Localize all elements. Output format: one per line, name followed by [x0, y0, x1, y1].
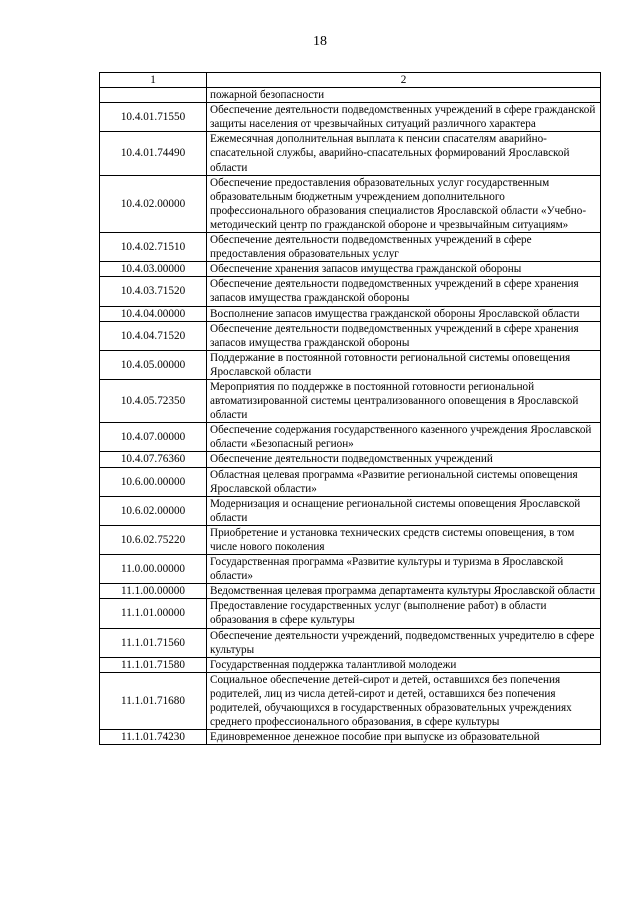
table-row [100, 467, 601, 496]
row-code: 10.4.02.00000 [100, 175, 207, 232]
row-code: 11.1.01.71560 [100, 628, 207, 657]
row-description: Обеспечение деятельности подведомственных учреждений в сфере гражданской защиты населения от чрезвычайных ситуаций различного характера [207, 103, 601, 132]
row-description: Обеспечение деятельности подведомственных учреждений в сфере хранения запасов имущества гражданской обороны [207, 321, 601, 350]
table-row [100, 423, 601, 452]
row-description: Предоставление государственных услуг (выполнение работ) в области образования в сфере культуры [207, 599, 601, 628]
table-row [100, 132, 601, 175]
row-code: 10.6.02.00000 [100, 496, 207, 525]
table-row [100, 262, 601, 277]
row-code: 10.4.03.00000 [100, 262, 207, 277]
table-row [100, 628, 601, 657]
table-row [100, 730, 601, 745]
row-description: Модернизация и оснащение региональной системы оповещения Ярославской области [207, 496, 601, 525]
budget-codes-table [99, 72, 601, 745]
row-description: Обеспечение содержания государственного казенного учреждения Ярославской области «Безопасный регион» [207, 423, 601, 452]
table-row [100, 306, 601, 321]
table-row [100, 88, 601, 103]
row-description: Ежемесячная дополнительная выплата к пенсии спасателям аварийно-спасательной службы, аварийно-спасательных формирований Ярославской области [207, 132, 601, 175]
row-code: 11.1.01.00000 [100, 599, 207, 628]
row-description: Обеспечение деятельности учреждений, подведомственных учредителю в сфере культуры [207, 628, 601, 657]
table-row [100, 496, 601, 525]
table-row [100, 175, 601, 232]
table-row [100, 233, 601, 262]
row-code: 11.1.01.74230 [100, 730, 207, 745]
row-description: Обеспечение деятельности подведомственных учреждений [207, 452, 601, 467]
row-description: Поддержание в постоянной готовности региональной системы оповещения Ярославской области [207, 350, 601, 379]
table-row [100, 452, 601, 467]
row-code: 10.4.05.72350 [100, 379, 207, 422]
row-description: Государственная поддержка талантливой молодежи [207, 657, 601, 672]
table-row [100, 599, 601, 628]
table-row [100, 350, 601, 379]
row-code [100, 88, 207, 103]
table-row [100, 525, 601, 554]
row-code: 10.4.01.71550 [100, 103, 207, 132]
row-description: Обеспечение хранения запасов имущества гражданской обороны [207, 262, 601, 277]
row-code: 11.1.01.71580 [100, 657, 207, 672]
row-description: Обеспечение предоставления образовательных услуг государственным образовательным бюджетным учреждением дополнительного профессионального образования специалистов Ярославской области «Учебно-методический центр по гражданской обороне и чрезвычайным ситуациям» [207, 175, 601, 232]
row-code: 10.4.07.76360 [100, 452, 207, 467]
row-description: Восполнение запасов имущества гражданской обороны Ярославской области [207, 306, 601, 321]
row-description: Социальное обеспечение детей-сирот и детей, оставшихся без попечения родителей, лиц из числа детей-сирот и детей, оставшихся без попечения родителей, обучающихся в государственных образовательных учреждениях среднего профессионального образования, в сфере культуры [207, 672, 601, 729]
row-description: Ведомственная целевая программа департамента культуры Ярославской области [207, 584, 601, 599]
row-description: Обеспечение деятельности подведомственных учреждений в сфере хранения запасов имущества гражданской обороны [207, 277, 601, 306]
table-row [100, 555, 601, 584]
table-row [100, 277, 601, 306]
table-row [100, 321, 601, 350]
row-description: Единовременное денежное пособие при выпуске из образовательной [207, 730, 601, 745]
row-code: 10.4.07.00000 [100, 423, 207, 452]
table-row [100, 657, 601, 672]
row-code: 10.4.03.71520 [100, 277, 207, 306]
row-code: 10.6.02.75220 [100, 525, 207, 554]
table-row [100, 672, 601, 729]
row-code: 11.1.01.71680 [100, 672, 207, 729]
row-code: 10.4.01.74490 [100, 132, 207, 175]
row-code: 11.0.00.00000 [100, 555, 207, 584]
row-description: Приобретение и установка технических средств системы оповещения, в том числе нового поколения [207, 525, 601, 554]
table-row [100, 379, 601, 422]
page-number: 18 [313, 34, 327, 49]
row-code: 10.6.00.00000 [100, 467, 207, 496]
row-description: пожарной безопасности [207, 88, 601, 103]
row-description: Мероприятия по поддержке в постоянной готовности региональной автоматизированной системы централизованного оповещения в Ярославской области [207, 379, 601, 422]
row-code: 10.4.02.71510 [100, 233, 207, 262]
row-description: Областная целевая программа «Развитие региональной системы оповещения Ярославской области» [207, 467, 601, 496]
row-code: 10.4.05.00000 [100, 350, 207, 379]
row-code: 10.4.04.71520 [100, 321, 207, 350]
row-description: Государственная программа «Развитие культуры и туризма в Ярославской области» [207, 555, 601, 584]
row-description: Обеспечение деятельности подведомственных учреждений в сфере предоставления образовательных услуг [207, 233, 601, 262]
table-header-row [100, 73, 601, 88]
table-row [100, 103, 601, 132]
row-code: 10.4.04.00000 [100, 306, 207, 321]
column-header-description: 2 [207, 73, 601, 88]
column-header-code: 1 [100, 73, 207, 88]
row-code: 11.1.00.00000 [100, 584, 207, 599]
table-row [100, 584, 601, 599]
